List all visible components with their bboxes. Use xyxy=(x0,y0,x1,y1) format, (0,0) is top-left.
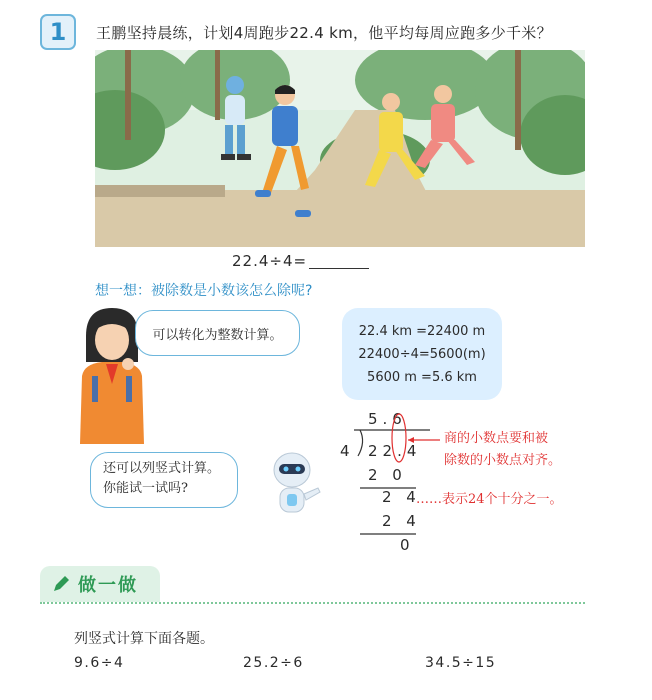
equation: 22.4÷4= xyxy=(232,252,308,270)
dividend: 22.4 xyxy=(368,442,422,460)
bubble-line: 还可以列竖式计算。 xyxy=(103,461,221,476)
note-decimal-point xyxy=(444,428,594,472)
practice-instruction: 列竖式计算下面各题。 xyxy=(74,631,214,647)
question-text: 王鹏坚持晨练，计划4周跑步22.4 km，他平均每周应跑多少千米？ xyxy=(96,24,552,42)
division-step: 2 4 xyxy=(382,512,421,530)
exercise-number-badge xyxy=(40,14,76,50)
division-step: 2 4 xyxy=(382,488,421,506)
bubble-line: 你能试一试吗? xyxy=(103,481,188,496)
robot-icon xyxy=(268,448,328,520)
practice-problem: 9.6÷4 xyxy=(74,655,125,671)
practice-title: 做一做 xyxy=(78,575,138,596)
conversion-line: 22400÷4=5600(m) xyxy=(358,347,486,362)
conversion-line: 22.4 km =22400 m xyxy=(358,324,486,339)
practice-section-tab xyxy=(40,566,160,602)
practice-problem: 34.5÷15 xyxy=(425,655,497,671)
think-prompt: 想一想：被除数是小数该怎么除呢? xyxy=(95,283,313,299)
park-illustration xyxy=(95,50,585,247)
exercise-number: 1 xyxy=(49,18,67,46)
divisor: 4 xyxy=(340,442,355,460)
quotient: 5.6 xyxy=(368,410,407,428)
practice-problem: 25.2÷6 xyxy=(243,655,304,671)
speech-bubble-vertical xyxy=(90,452,238,508)
section-divider xyxy=(40,602,585,604)
note-line: 商的小数点要和被 xyxy=(444,431,549,446)
pencil-icon xyxy=(52,575,70,593)
speech-bubble-convert: 可以转化为整数计算。 xyxy=(135,310,300,356)
conversion-line: 5600 m =5.6 km xyxy=(367,370,477,385)
answer-blank xyxy=(309,268,369,269)
division-remainder: 0 xyxy=(400,536,415,554)
note-line: 除数的小数点对齐。 xyxy=(444,453,562,468)
note-tenths: ……表示24个十分之一。 xyxy=(416,492,563,507)
division-step: 2 0 xyxy=(368,466,407,484)
conversion-box xyxy=(342,308,502,400)
